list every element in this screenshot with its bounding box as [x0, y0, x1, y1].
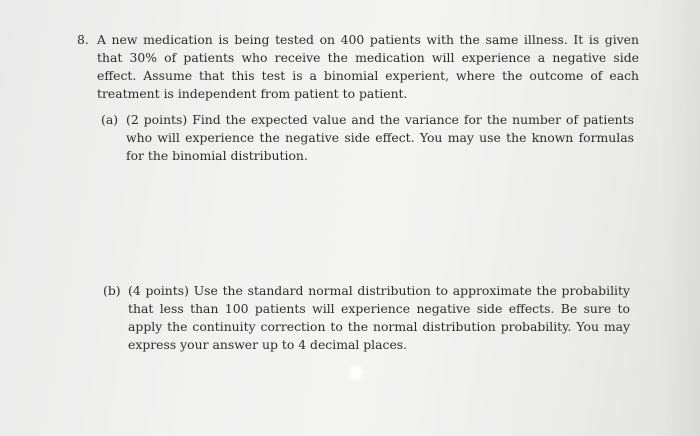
page-shadow	[660, 0, 700, 436]
problem-header	[77, 31, 639, 103]
part-a-text: (2 points) Find the expected value and the variance for the number of patients who will experience the negative side effect. You may use the known formulas for the binomial distribution.	[126, 112, 634, 163]
part-a	[101, 111, 634, 165]
problem-number: 8.	[77, 32, 89, 47]
problem-stem: A new medication is being tested on 400 patients with the same illness. It is given that 30% of patients who receive the medication will experience a negative side effect. Assume that this test is a binomial experient, where the outcome of each treatment is independent from patient to patient.	[97, 32, 639, 101]
light-glare	[347, 364, 365, 382]
part-b	[103, 282, 630, 354]
part-a-label: (a)	[101, 112, 119, 127]
part-b-label: (b)	[103, 283, 121, 298]
part-b-text: (4 points) Use the standard normal distribution to approximate the probability that less than 100 patients will experience negative side effects. Be sure to apply the continuity correction to the normal distribution probability. You may express your answer up to 4 decimal places.	[128, 283, 630, 352]
problem-8	[77, 31, 639, 103]
